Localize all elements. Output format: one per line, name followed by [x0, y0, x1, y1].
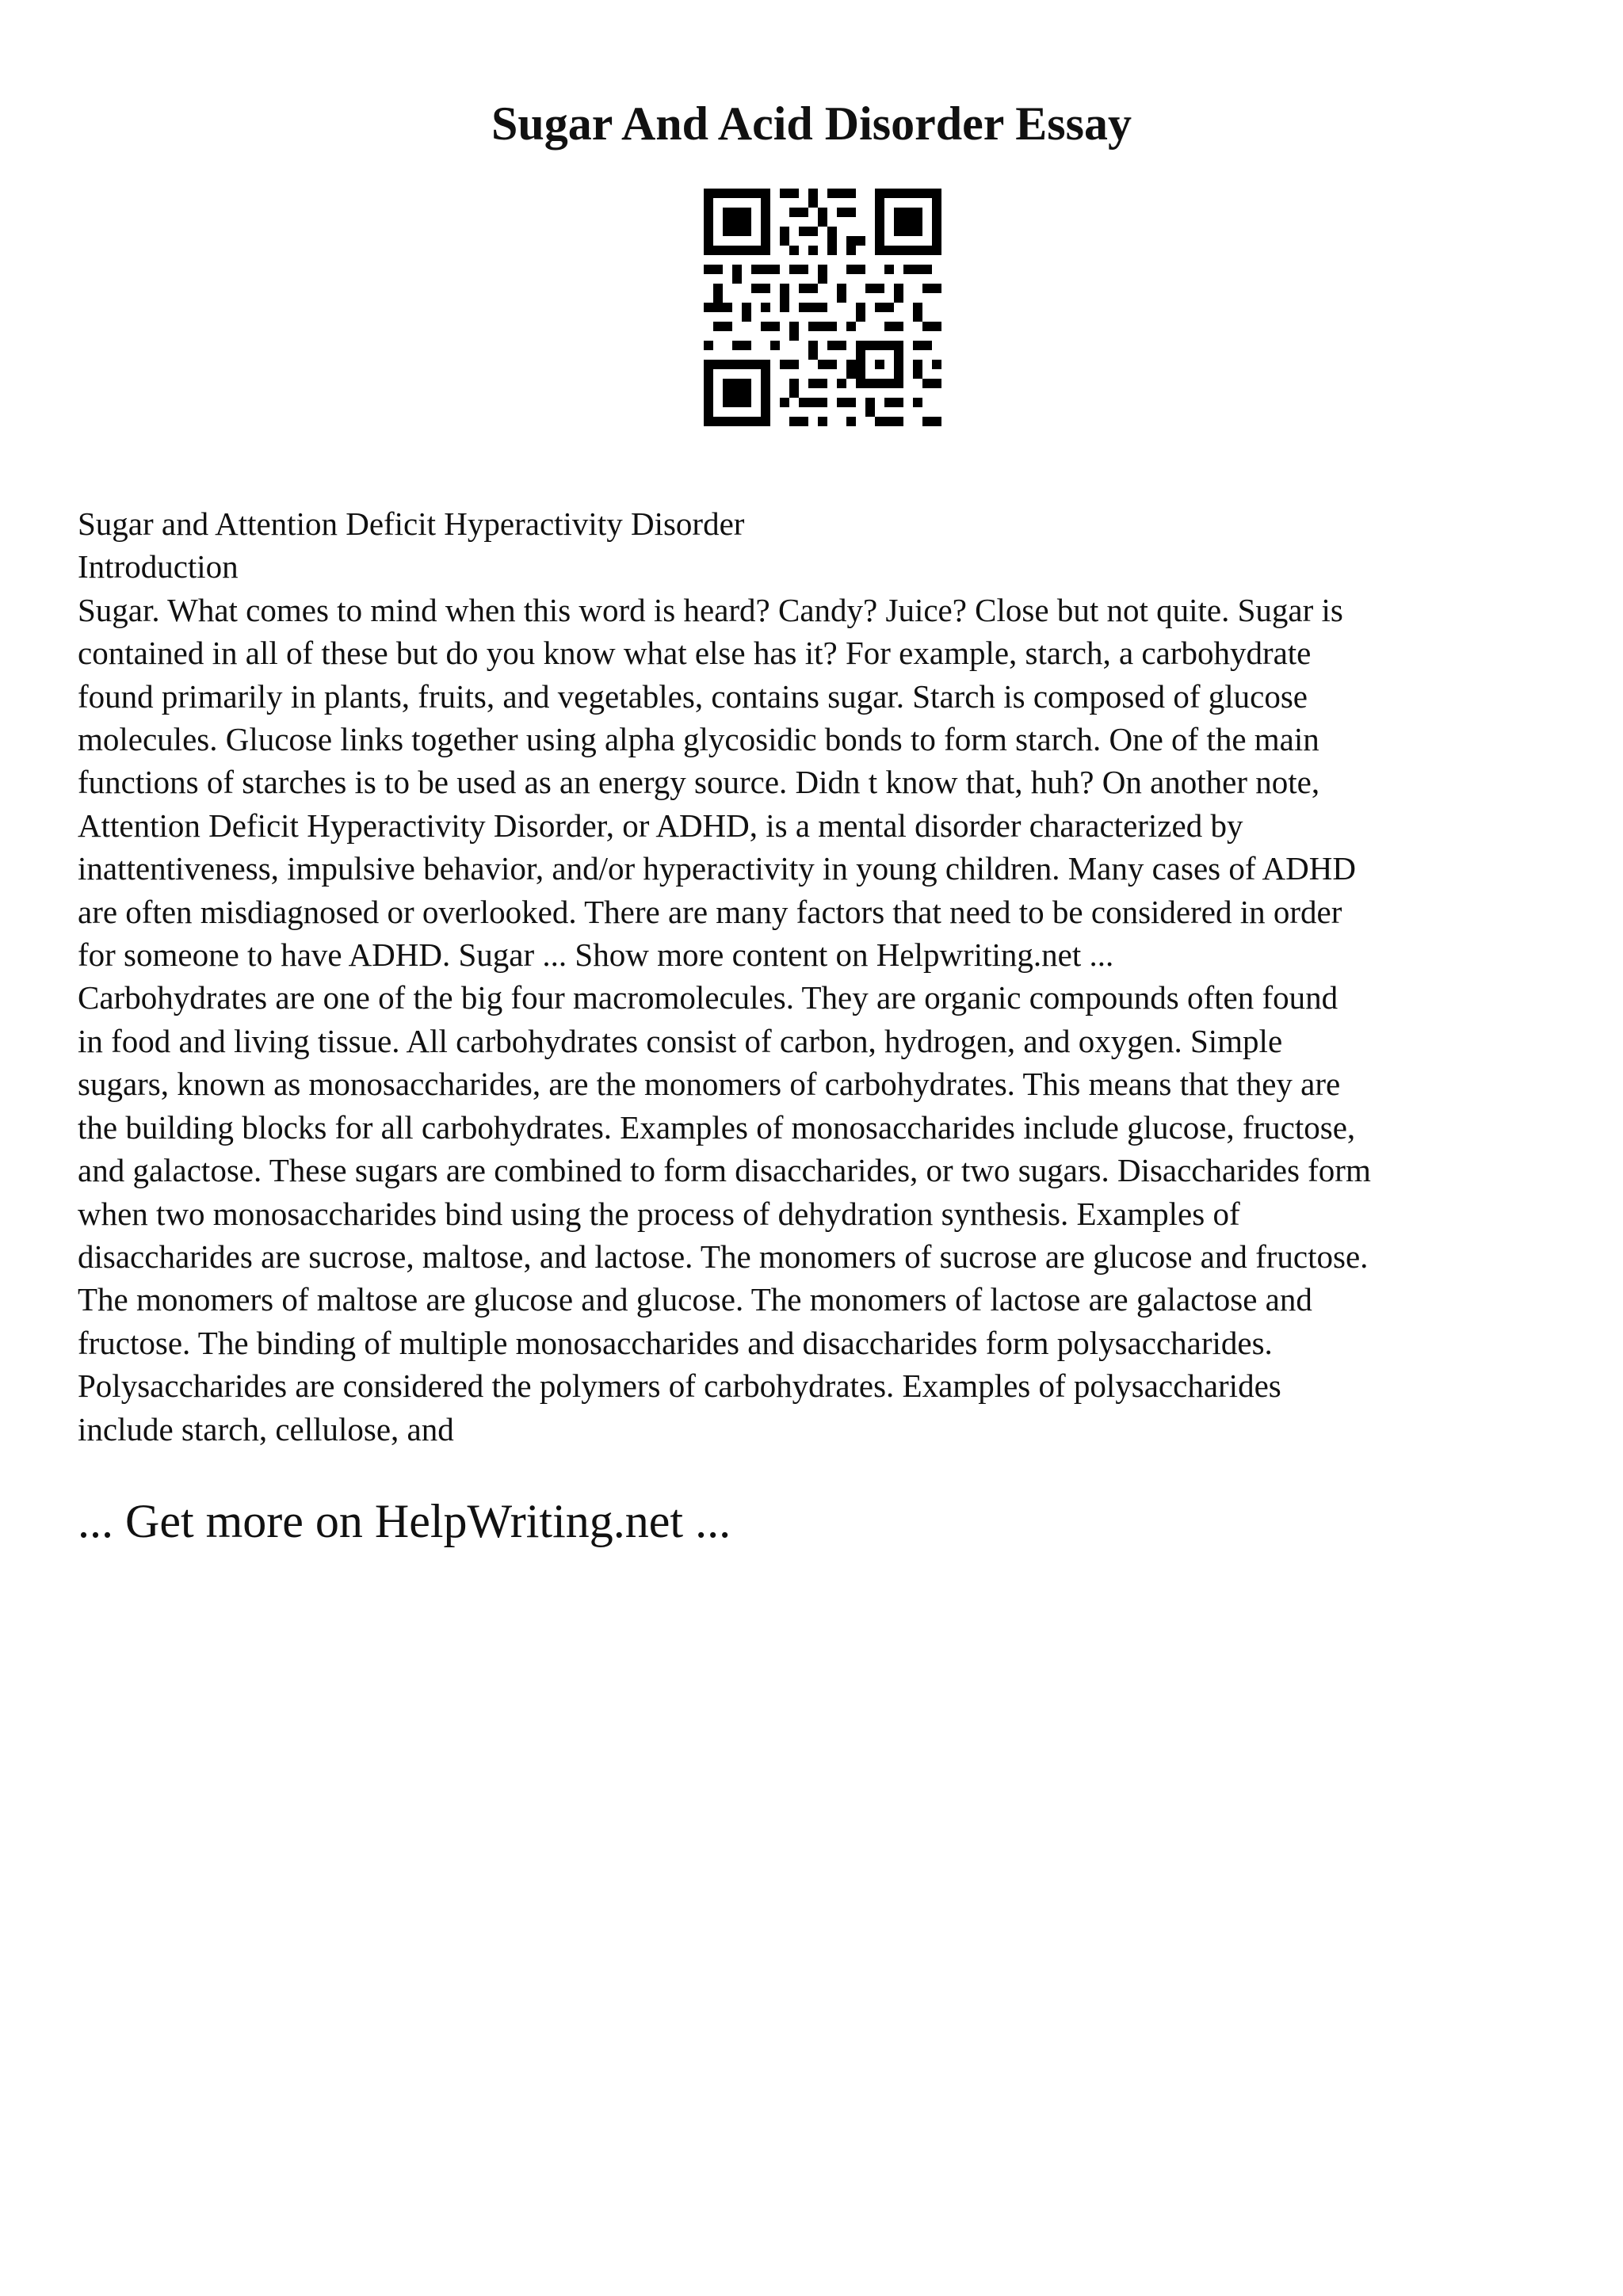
paragraph-line: in food and living tissue. All carbohydrates consist of carbon, hydrogen, and oxygen. Simple [78, 1022, 1283, 1059]
paragraph-line: inattentiveness, impulsive behavior, and/or hyperactivity in young children. Many cases of ADHD [78, 850, 1356, 887]
section-heading: Introduction [78, 548, 239, 585]
paragraph-line: fructose. The binding of multiple monosaccharides and disaccharides form polysaccharides. [78, 1324, 1273, 1361]
paragraph-line: Carbohydrates are one of the big four macromolecules. They are organic compounds often found [78, 979, 1338, 1016]
paragraph-line: include starch, cellulose, and [78, 1410, 454, 1447]
paragraph-line: sugars, known as monosaccharides, are the monomers of carbohydrates. This means that they are [78, 1066, 1341, 1103]
essay-body [78, 502, 1568, 1451]
paragraph-line: found primarily in plants, fruits, and vegetables, contains sugar. Starch is composed of glucose [78, 677, 1308, 715]
paragraph-line: functions of starches is to be used as an energy source. Didn t know that, huh? On another note, [78, 764, 1320, 801]
paragraph-line: and galactose. These sugars are combined to form disaccharides, or two sugars. Disaccharides form [78, 1152, 1371, 1189]
page-title: Sugar And Acid Disorder Essay [491, 97, 1132, 150]
paragraph-line: Sugar. What comes to mind when this word is heard? Candy? Juice? Close but not quite. Sugar is [78, 591, 1343, 628]
paragraph-line: Polysaccharides are considered the polymers of carbohydrates. Examples of polysaccharides [78, 1367, 1281, 1405]
essay-subtitle: Sugar and Attention Deficit Hyperactivity Disorder [78, 505, 745, 542]
get-more-link[interactable]: ... Get more on HelpWriting.net ... [78, 1495, 731, 1547]
paragraph-line: the building blocks for all carbohydrates. Examples of monosaccharides include glucose, fructose, [78, 1108, 1356, 1146]
paragraph-line: disaccharides are sucrose, maltose, and lactose. The monomers of sucrose are glucose and fructose. [78, 1238, 1369, 1275]
paragraph-line: are often misdiagnosed or overlooked. There are many factors that need to be considered in order [78, 893, 1342, 930]
qr-code-icon[interactable] [704, 189, 941, 426]
paragraph-line: molecules. Glucose links together using alpha glycosidic bonds to form starch. One of the main [78, 721, 1319, 758]
paragraph-line: for someone to have ADHD. Sugar ... Show more content on Helpwriting.net ... [78, 936, 1114, 974]
paragraph-line: when two monosaccharides bind using the process of dehydration synthesis. Examples of [78, 1195, 1240, 1232]
paragraph-line: Attention Deficit Hyperactivity Disorder, or ADHD, is a mental disorder characterized by [78, 807, 1243, 844]
paragraph-line: The monomers of maltose are glucose and glucose. The monomers of lactose are galactose and [78, 1281, 1312, 1318]
paragraph-line: contained in all of these but do you know what else has it? For example, starch, a carbohydrate [78, 635, 1312, 672]
